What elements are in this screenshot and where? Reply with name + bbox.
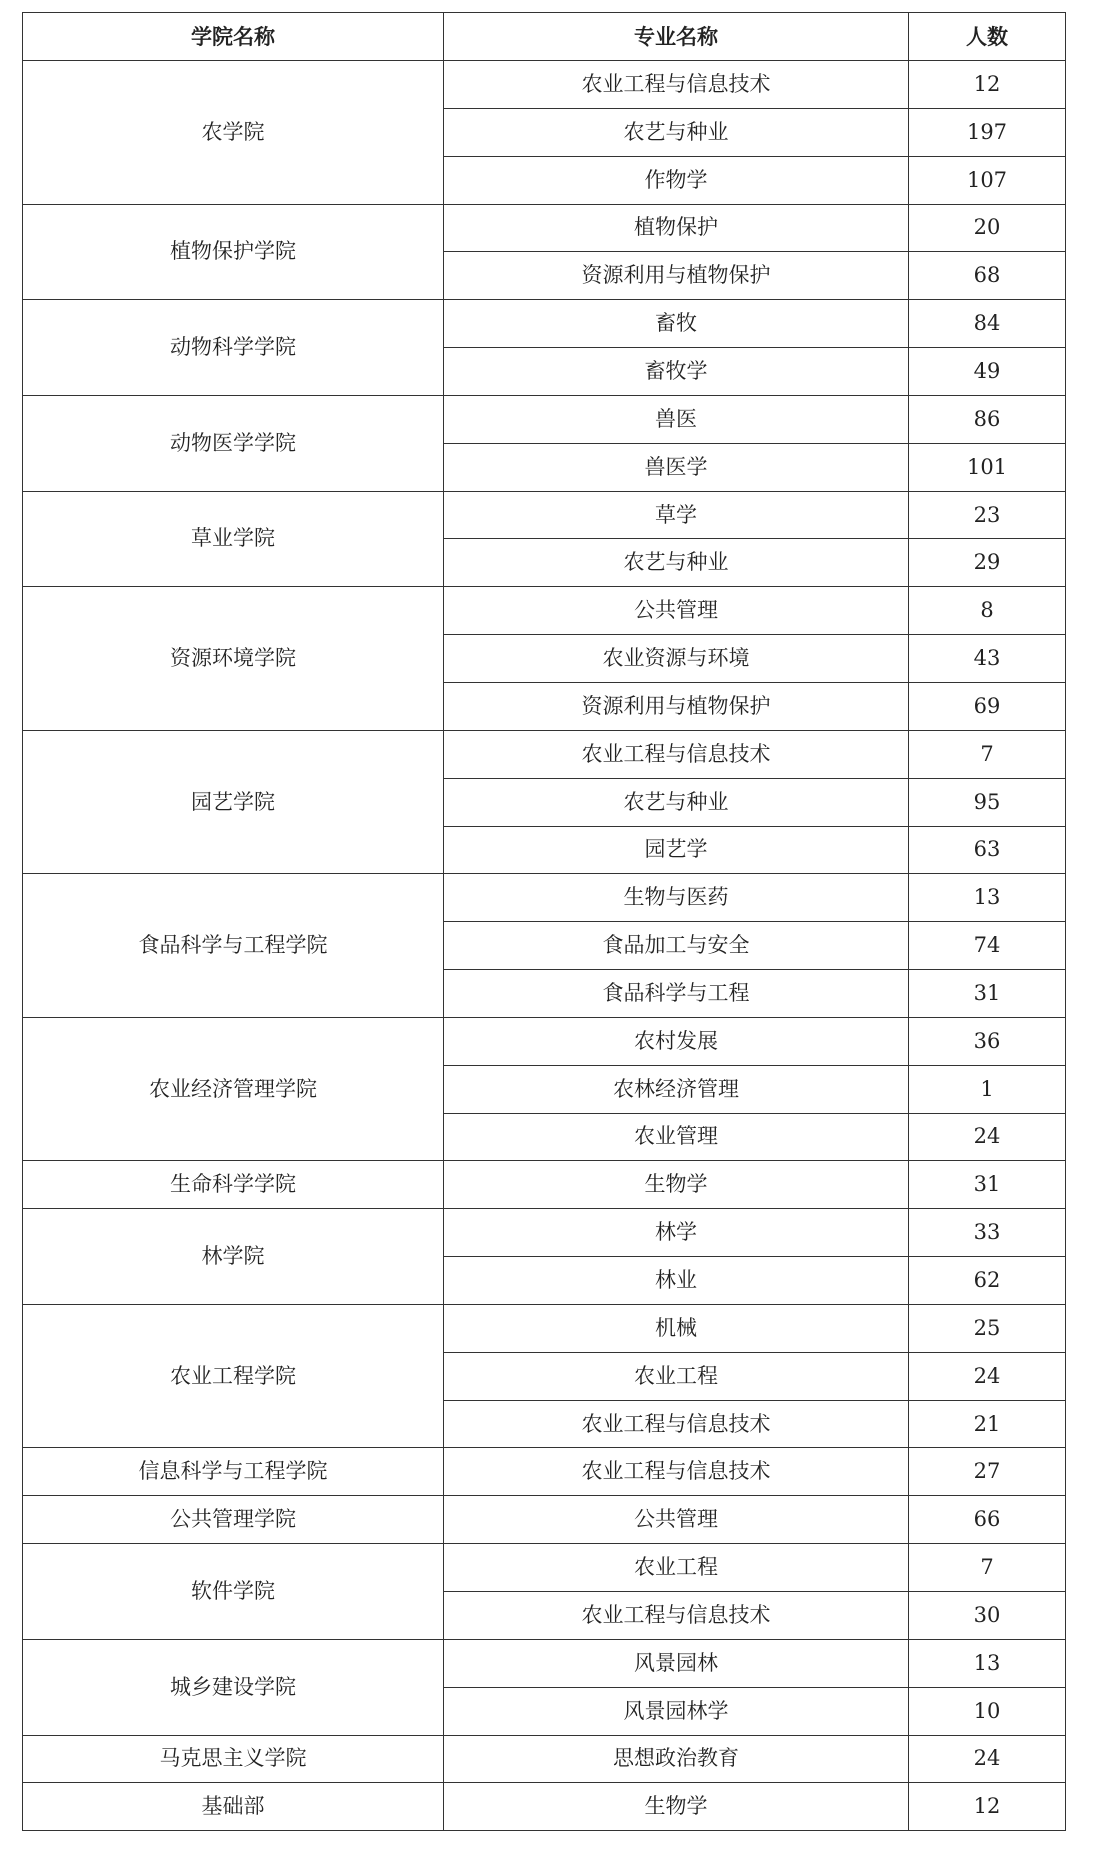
major-cell: 食品科学与工程 bbox=[444, 970, 909, 1018]
table-row bbox=[23, 730, 1066, 778]
major-cell: 公共管理 bbox=[444, 587, 909, 635]
table-row bbox=[23, 1783, 1066, 1831]
major-cell: 农艺与种业 bbox=[444, 778, 909, 826]
table-row bbox=[23, 1209, 1066, 1257]
college-cell: 动物医学学院 bbox=[23, 395, 444, 491]
table-row bbox=[23, 1544, 1066, 1592]
table-row bbox=[23, 1639, 1066, 1687]
count-cell: 63 bbox=[909, 826, 1066, 874]
count-cell: 49 bbox=[909, 348, 1066, 396]
college-cell: 园艺学院 bbox=[23, 730, 444, 874]
header-major: 专业名称 bbox=[444, 13, 909, 61]
count-cell: 24 bbox=[909, 1352, 1066, 1400]
table-row bbox=[23, 395, 1066, 443]
major-cell: 农业工程与信息技术 bbox=[444, 730, 909, 778]
major-cell: 农业工程与信息技术 bbox=[444, 1400, 909, 1448]
count-cell: 1 bbox=[909, 1065, 1066, 1113]
count-cell: 30 bbox=[909, 1592, 1066, 1640]
major-cell: 农业工程 bbox=[444, 1544, 909, 1592]
major-cell: 农业管理 bbox=[444, 1113, 909, 1161]
table-row bbox=[23, 1161, 1066, 1209]
table-row bbox=[23, 1304, 1066, 1352]
major-cell: 草学 bbox=[444, 491, 909, 539]
count-cell: 31 bbox=[909, 1161, 1066, 1209]
major-cell: 林学 bbox=[444, 1209, 909, 1257]
count-cell: 13 bbox=[909, 874, 1066, 922]
table-row bbox=[23, 1017, 1066, 1065]
count-cell: 25 bbox=[909, 1304, 1066, 1352]
major-cell: 农村发展 bbox=[444, 1017, 909, 1065]
count-cell: 101 bbox=[909, 443, 1066, 491]
table-row bbox=[23, 491, 1066, 539]
major-cell: 资源利用与植物保护 bbox=[444, 252, 909, 300]
count-cell: 13 bbox=[909, 1639, 1066, 1687]
table-row bbox=[23, 1735, 1066, 1783]
count-cell: 68 bbox=[909, 252, 1066, 300]
table-row bbox=[23, 874, 1066, 922]
college-cell: 食品科学与工程学院 bbox=[23, 874, 444, 1018]
major-cell: 公共管理 bbox=[444, 1496, 909, 1544]
college-cell: 林学院 bbox=[23, 1209, 444, 1305]
count-cell: 21 bbox=[909, 1400, 1066, 1448]
major-cell: 资源利用与植物保护 bbox=[444, 682, 909, 730]
count-cell: 84 bbox=[909, 300, 1066, 348]
major-cell: 兽医学 bbox=[444, 443, 909, 491]
major-cell: 园艺学 bbox=[444, 826, 909, 874]
college-cell: 农学院 bbox=[23, 61, 444, 205]
major-cell: 植物保护 bbox=[444, 204, 909, 252]
header-row bbox=[23, 13, 1066, 61]
count-cell: 7 bbox=[909, 1544, 1066, 1592]
college-cell: 基础部 bbox=[23, 1783, 444, 1831]
count-cell: 20 bbox=[909, 204, 1066, 252]
count-cell: 107 bbox=[909, 156, 1066, 204]
table-row bbox=[23, 61, 1066, 109]
header-count: 人数 bbox=[909, 13, 1066, 61]
table-body bbox=[23, 61, 1066, 1831]
major-cell: 生物学 bbox=[444, 1783, 909, 1831]
major-cell: 畜牧 bbox=[444, 300, 909, 348]
count-cell: 86 bbox=[909, 395, 1066, 443]
major-cell: 机械 bbox=[444, 1304, 909, 1352]
count-cell: 12 bbox=[909, 61, 1066, 109]
college-cell: 马克思主义学院 bbox=[23, 1735, 444, 1783]
major-cell: 农林经济管理 bbox=[444, 1065, 909, 1113]
count-cell: 43 bbox=[909, 635, 1066, 683]
college-cell: 动物科学学院 bbox=[23, 300, 444, 396]
count-cell: 12 bbox=[909, 1783, 1066, 1831]
enrollment-table bbox=[22, 12, 1066, 1831]
major-cell: 风景园林 bbox=[444, 1639, 909, 1687]
table-row bbox=[23, 1448, 1066, 1496]
table-row bbox=[23, 587, 1066, 635]
count-cell: 7 bbox=[909, 730, 1066, 778]
college-cell: 草业学院 bbox=[23, 491, 444, 587]
major-cell: 农业工程与信息技术 bbox=[444, 61, 909, 109]
table-row bbox=[23, 300, 1066, 348]
count-cell: 24 bbox=[909, 1113, 1066, 1161]
major-cell: 风景园林学 bbox=[444, 1687, 909, 1735]
college-cell: 农业经济管理学院 bbox=[23, 1017, 444, 1161]
major-cell: 农艺与种业 bbox=[444, 539, 909, 587]
college-cell: 公共管理学院 bbox=[23, 1496, 444, 1544]
major-cell: 农业工程 bbox=[444, 1352, 909, 1400]
major-cell: 农艺与种业 bbox=[444, 108, 909, 156]
major-cell: 生物与医药 bbox=[444, 874, 909, 922]
major-cell: 生物学 bbox=[444, 1161, 909, 1209]
major-cell: 农业工程与信息技术 bbox=[444, 1448, 909, 1496]
count-cell: 31 bbox=[909, 970, 1066, 1018]
college-cell: 植物保护学院 bbox=[23, 204, 444, 300]
table-row bbox=[23, 204, 1066, 252]
count-cell: 36 bbox=[909, 1017, 1066, 1065]
count-cell: 10 bbox=[909, 1687, 1066, 1735]
college-cell: 资源环境学院 bbox=[23, 587, 444, 731]
college-cell: 城乡建设学院 bbox=[23, 1639, 444, 1735]
count-cell: 62 bbox=[909, 1257, 1066, 1305]
count-cell: 8 bbox=[909, 587, 1066, 635]
count-cell: 23 bbox=[909, 491, 1066, 539]
major-cell: 林业 bbox=[444, 1257, 909, 1305]
count-cell: 74 bbox=[909, 922, 1066, 970]
major-cell: 兽医 bbox=[444, 395, 909, 443]
major-cell: 作物学 bbox=[444, 156, 909, 204]
major-cell: 食品加工与安全 bbox=[444, 922, 909, 970]
count-cell: 27 bbox=[909, 1448, 1066, 1496]
count-cell: 24 bbox=[909, 1735, 1066, 1783]
college-cell: 生命科学学院 bbox=[23, 1161, 444, 1209]
major-cell: 农业工程与信息技术 bbox=[444, 1592, 909, 1640]
college-cell: 软件学院 bbox=[23, 1544, 444, 1640]
count-cell: 33 bbox=[909, 1209, 1066, 1257]
count-cell: 29 bbox=[909, 539, 1066, 587]
count-cell: 66 bbox=[909, 1496, 1066, 1544]
college-cell: 农业工程学院 bbox=[23, 1304, 444, 1448]
major-cell: 畜牧学 bbox=[444, 348, 909, 396]
major-cell: 农业资源与环境 bbox=[444, 635, 909, 683]
table-row bbox=[23, 1496, 1066, 1544]
college-cell: 信息科学与工程学院 bbox=[23, 1448, 444, 1496]
count-cell: 197 bbox=[909, 108, 1066, 156]
count-cell: 95 bbox=[909, 778, 1066, 826]
count-cell: 69 bbox=[909, 682, 1066, 730]
header-college: 学院名称 bbox=[23, 13, 444, 61]
major-cell: 思想政治教育 bbox=[444, 1735, 909, 1783]
